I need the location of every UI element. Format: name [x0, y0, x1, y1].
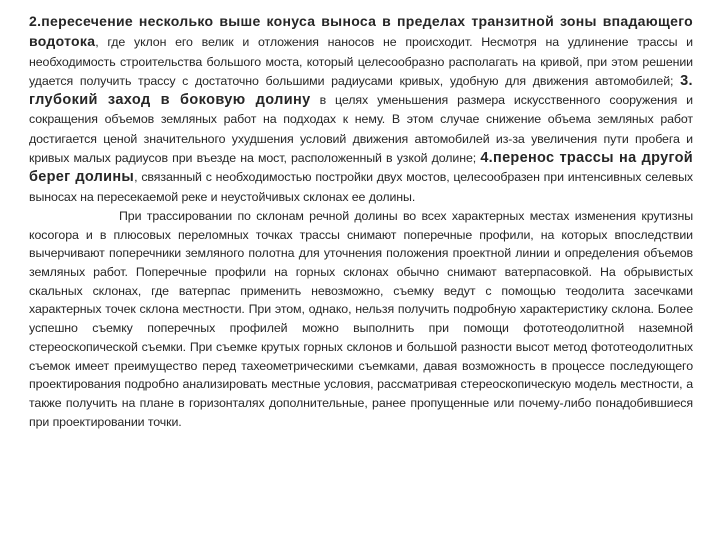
item-4-heading: 4.перенос трассы на другой берег долины [29, 150, 693, 186]
item-2-text: , где уклон его велик и отложения наносов не происходит. Несмотря на удлинение трассы и необходимость строительства большого моста, который целесообразно располагать на кривой, при этом решении удается получить трассу с достаточно большими радиусами кривых, удобную для движения автомобилей; [29, 35, 693, 88]
item-2-heading: 2.пересечение несколько выше конуса выноса в пределах транзитной зоны впадающего водотока [29, 13, 693, 50]
item-3-text: в целях уменьшения размера искусственного сооружения и сокращения объемов земляных работ на подходах к нему. В этом случае снижение объема земляных работ достигается ценой значительного ухудшения условий движения автомобилей из-за увеличения пути пробега и кривых малых радиусов при въезде на мост, расположенный в узкой долине; [29, 93, 693, 166]
document-page [29, 12, 693, 532]
item-3-heading: 3. глубокий заход в боковую долину [29, 72, 693, 109]
paragraph-cross-profiles: При трассировании по склонам речной долины во всех характерных местах изменения крутизны косогора и в плюсовых переломных точках трассы снимают поперечные профили, на которых впоследствии вычерчивают поперечники земляного полотна для уточнения положения проектной линии и определения объемов земляных работ. Поперечные профили на горных склонах обычно снимают ватерпасовкой. На обрывистых скальных склонах, где ватерпас применить невозможно, съемку ведут с помощью теодолита засечками характерных точек склона местности. При этом, однако, нельзя получить подробную характеристику склона. Более успешно съемку поперечных профилей можно выполнить при помощи фототеодолитной наземной стереоскопической съемки. При съемке крутых горных склонов и большой разности высот метод фототеодолитных съемок имеет преимущество перед тахеометрическими съемками, давая возможность в процессе последующего проектирования подробно анализировать местные условия, рассматривая стереоскопическую модель местности, а также получить на плане в горизонталях дополнительные, ранее пропущенные или почему-либо понадобившиеся при проектировании точки. [29, 208, 693, 429]
paragraph-route-options [29, 12, 693, 207]
item-4-text: , связанный с необходимостью постройки двух мостов, целесообразен при интенсивных селевых выносах на пересекаемой реке и неустойчивых склонах ее долины. [29, 170, 693, 204]
